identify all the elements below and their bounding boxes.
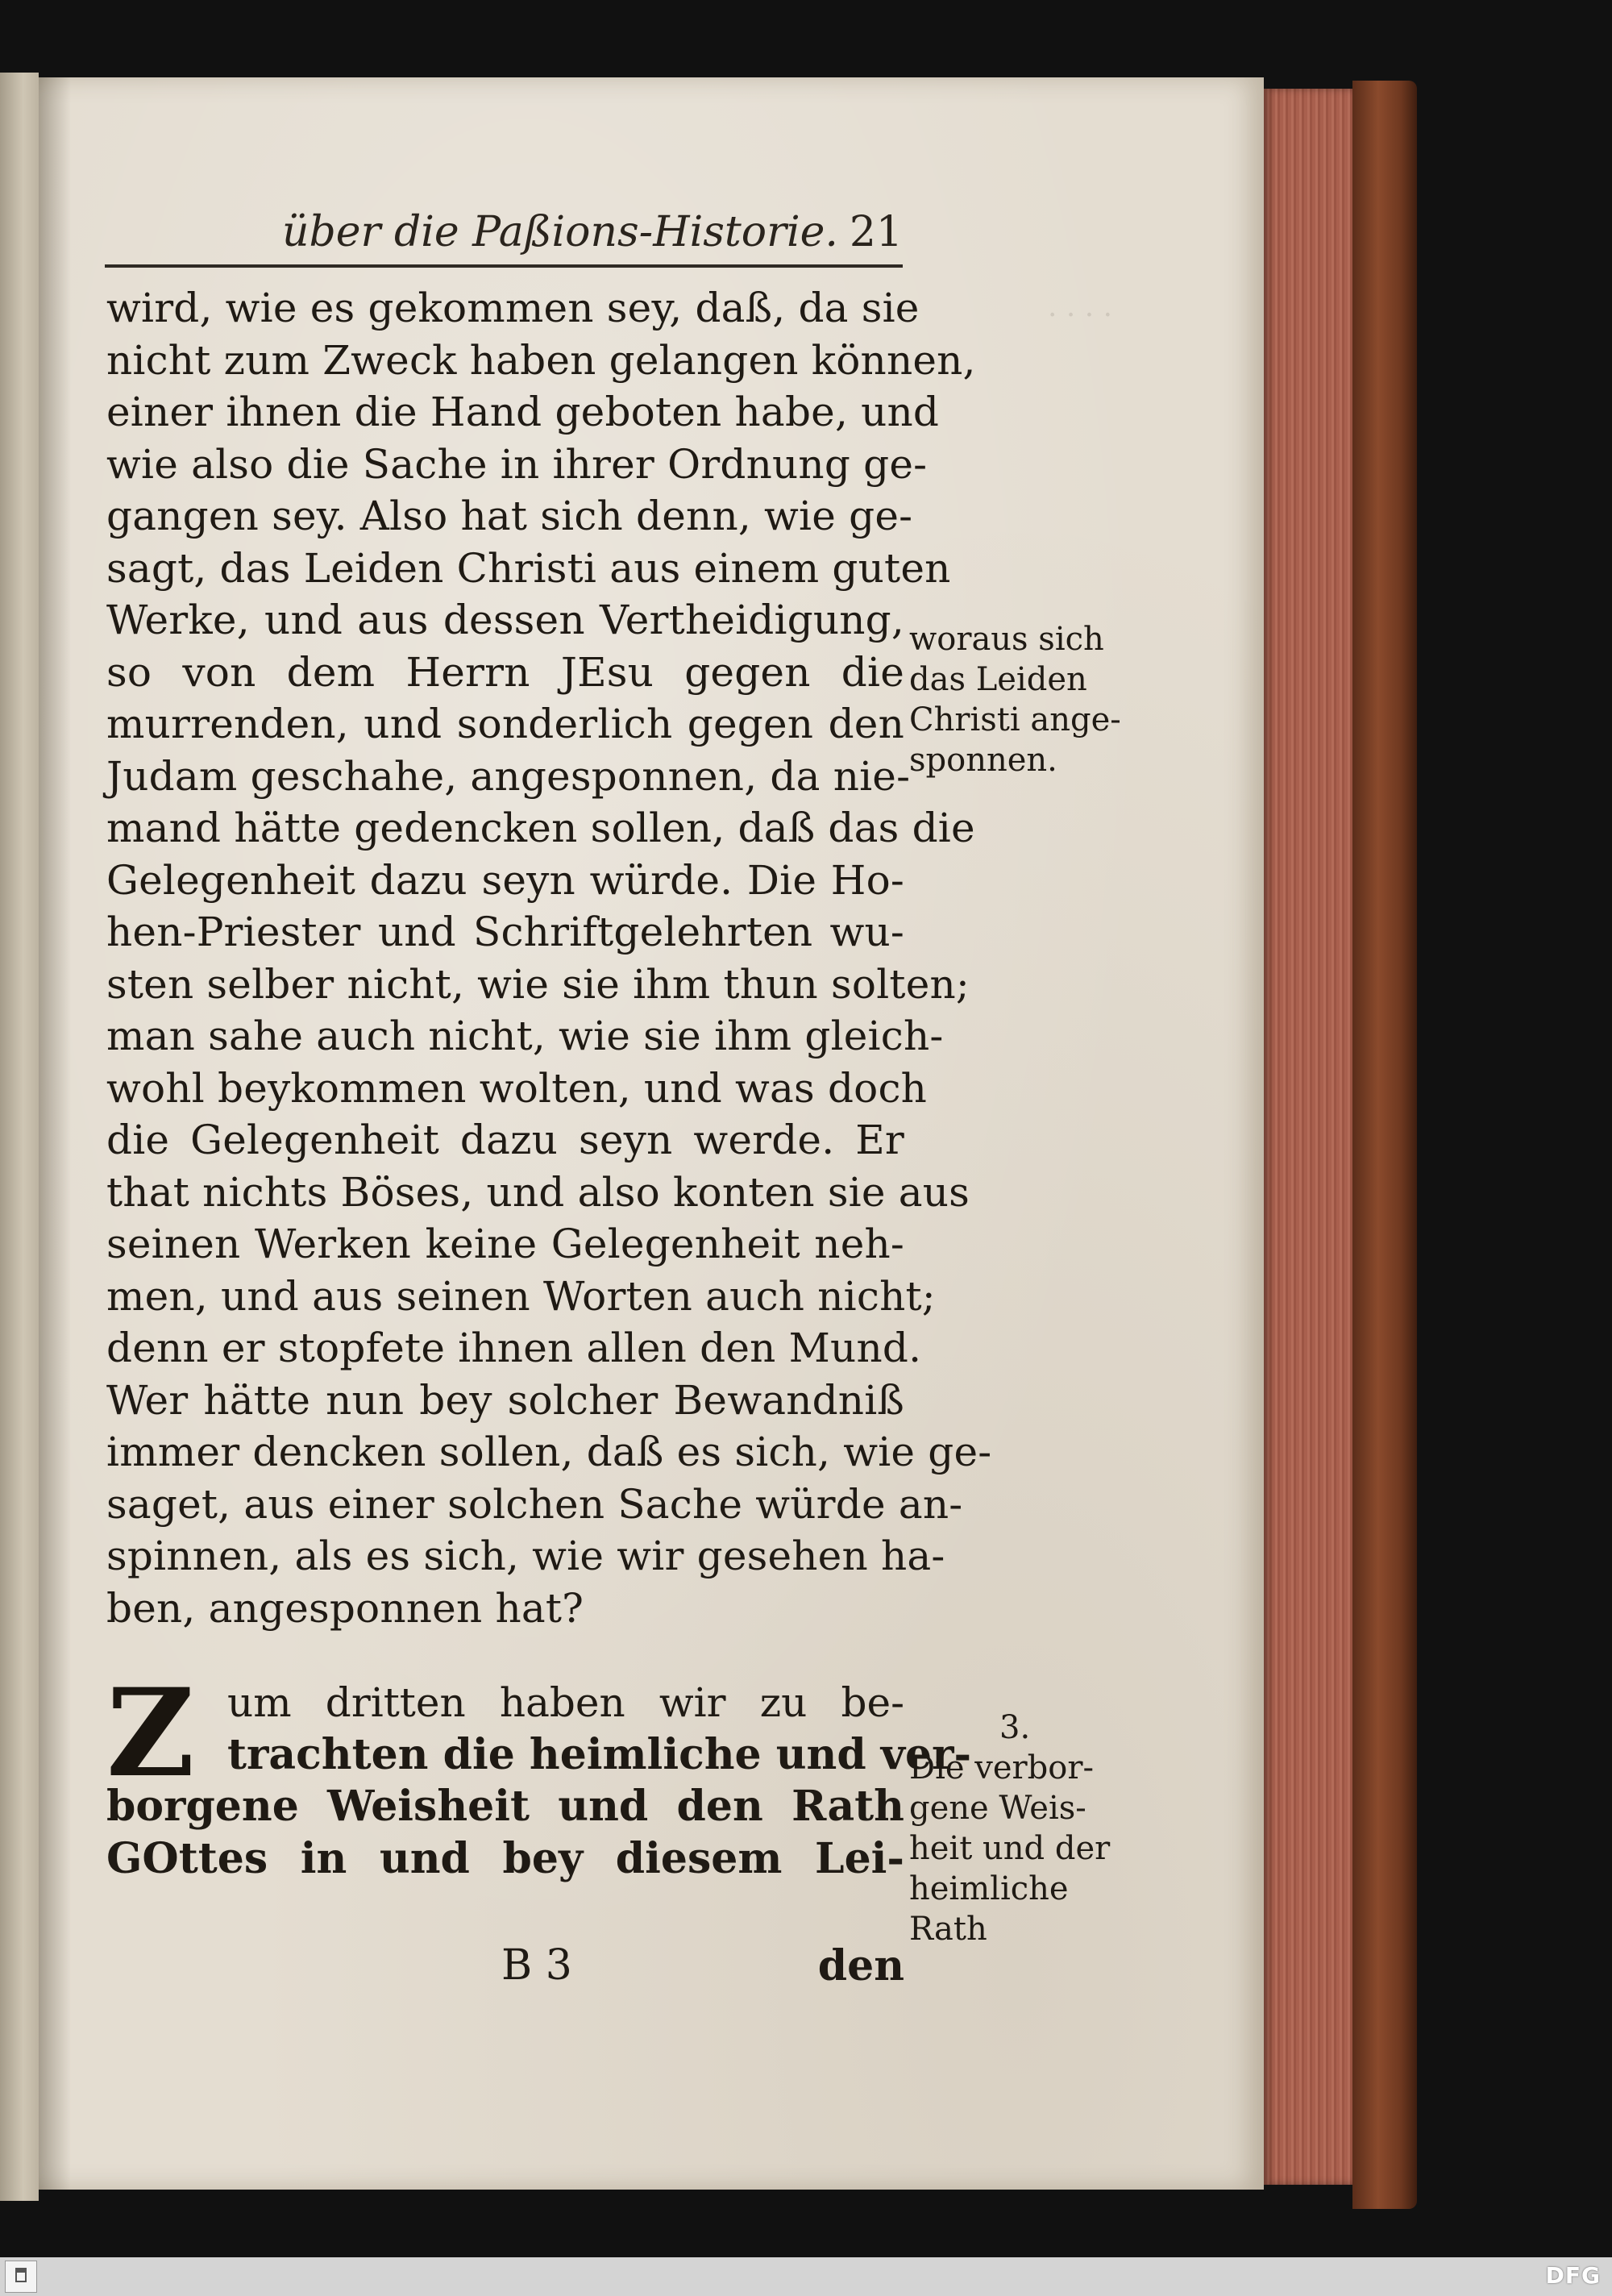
text-line: wird, wie es gekommen sey, daß, da sie [106,285,920,331]
text-line: GOttes in und bey diesem Lei- [106,1833,904,1883]
left-page-edge [0,73,39,2201]
page-gutter-shadow [39,77,71,2190]
margin-note-line: Christi ange- [909,701,1121,738]
running-title: über die Paßions-Historie. [282,208,838,256]
text-line: saget, aus einer solchen Sache würde an- [106,1480,963,1528]
text-line: sagt, das Leiden Christi aus einem guten [106,544,951,592]
dfg-logo[interactable]: DFG [1545,2262,1601,2289]
text-line: immer dencken sollen, daß es sich, wie ge- [106,1429,992,1475]
signature-mark: B 3 [501,1941,572,1990]
text-line: wie also die Sache in ihrer Ordnung ge- [106,440,928,488]
text-line: Wer hätte nun bey solcher Bewandniß [106,1376,904,1424]
text-line: mand hätte gedencken sollen, daß das die [106,805,975,851]
page-number: 21 [849,208,903,256]
text-line: hen-Priester und Schriftgelehrten wu- [106,909,904,955]
bleed-through-text: · · · · [1048,299,1113,332]
text-line: borgene Weisheit und den Rath [106,1782,904,1831]
margin-note-line: das Leiden [909,661,1087,698]
margin-note-line: sponnen. [909,742,1057,779]
margin-note-line: gene Weis- [909,1790,1086,1827]
text-line: gangen sey. Also hat sich denn, wie ge- [106,493,913,539]
catchline [106,1941,904,1998]
text-line: that nichts Böses, und also konten sie aus [106,1168,970,1216]
text-line: so von dem Herrn JEsu gegen die [106,648,904,696]
margin-note-line: Die verbor- [909,1749,1094,1786]
margin-note-line: heit und der [909,1830,1111,1867]
text-line: wohl beykommen wolten, und was doch [106,1064,928,1112]
text-line: nicht zum Zweck haben gelangen können, [106,336,976,384]
catchword: den [817,1941,904,1990]
text-line: ben, angesponnen hat? [106,1584,584,1632]
viewer-footer-bar [0,2257,1612,2296]
text-line: sten selber nicht, wie sie ihm thun solten; [106,960,970,1008]
margin-note-number: 3. [999,1709,1031,1746]
library-logo-icon[interactable] [5,2261,37,2293]
margin-note-line: woraus sich [909,621,1104,658]
text-line: Gelegenheit dazu seyn würde. Die Ho- [106,856,904,904]
page-header [105,200,903,272]
text-line: denn er stopfete ihnen allen den Mund. [106,1325,922,1371]
text-line: um dritten haben wir zu be- [227,1679,904,1726]
text-line: trachten die heimliche und ver- [227,1729,972,1779]
drop-cap: Z [106,1662,195,1804]
margin-note [909,619,1121,780]
text-line: spinnen, als es sich, wie wir gesehen ha- [106,1533,945,1579]
body-text [106,282,992,1634]
text-line: Judam geschahe, angesponnen, da nie- [106,752,911,800]
margin-note-line: Rath [909,1911,987,1948]
section-three [106,1662,972,1885]
header-rule [105,264,903,268]
text-line: murrenden, und sonderlich gegen den [106,701,904,747]
margin-note-line: heimliche [909,1870,1069,1907]
text-line: die Gelegenheit dazu seyn werde. Er [106,1117,904,1163]
text-line: Werke, und aus dessen Vertheidigung, [106,597,904,643]
text-line: seinen Werken keine Gelegenheit neh- [106,1221,904,1267]
book-cover-edge [1352,81,1417,2209]
text-line: men, und aus seinen Worten auch nicht; [106,1272,936,1320]
text-line: man sahe auch nicht, wie sie ihm gleich- [106,1013,944,1059]
text-line: einer ihnen die Hand geboten habe, und [106,389,940,435]
page-fore-edge [1264,89,1352,2185]
margin-note [909,1707,1110,1949]
